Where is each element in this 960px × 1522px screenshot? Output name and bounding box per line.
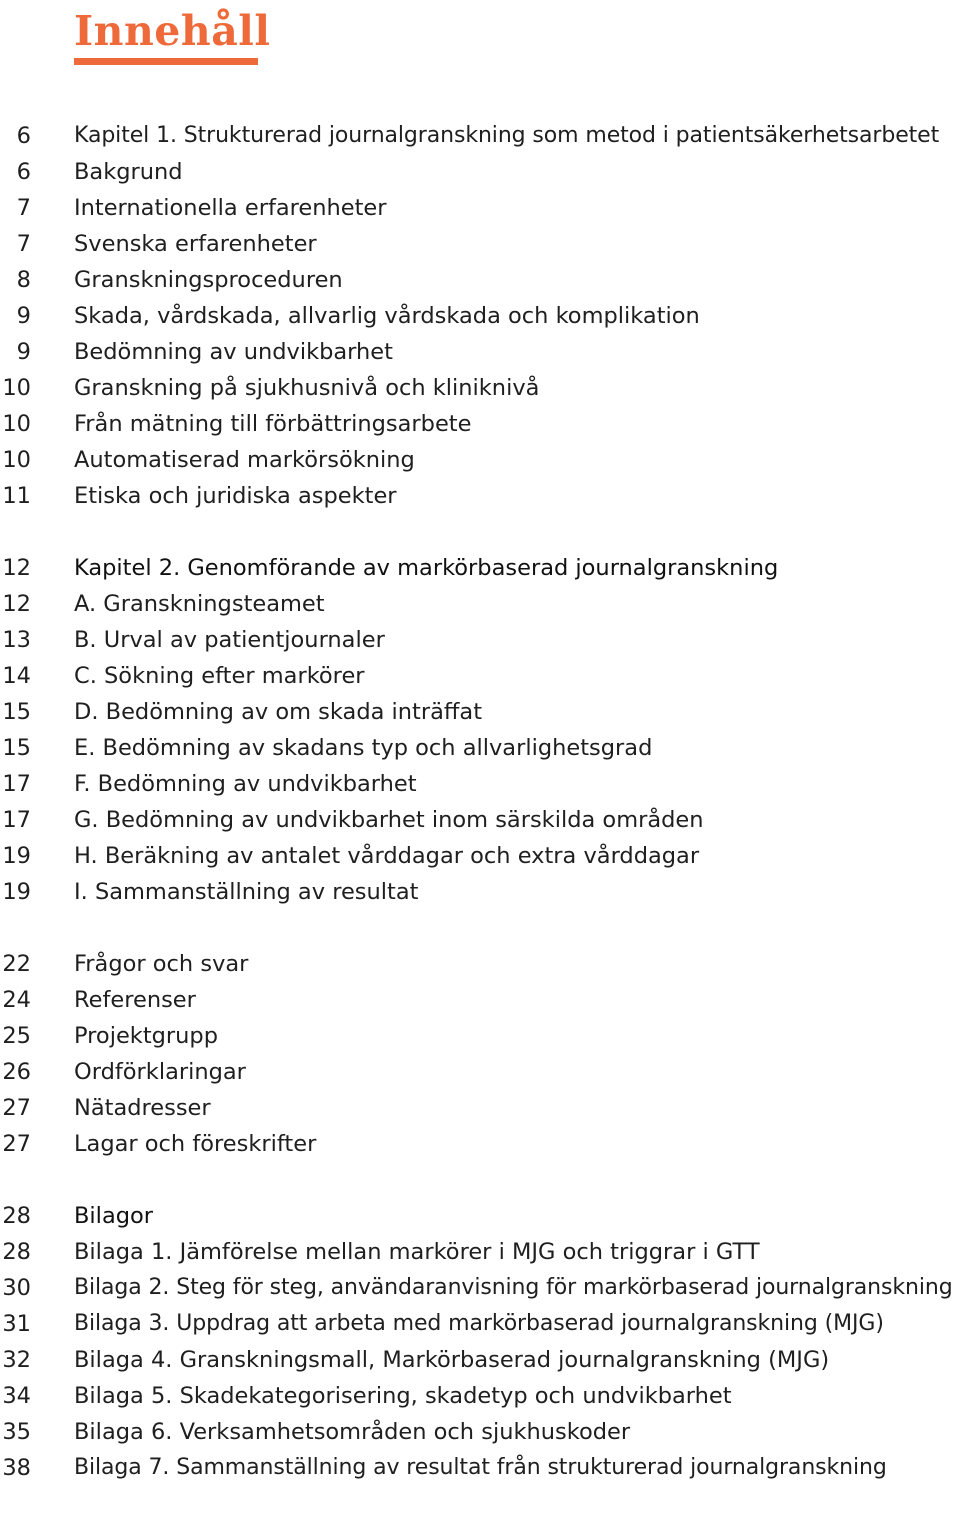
entry-title: Kapitel 1. Strukturerad journalgranskning som metod i patientsäkerhetsarbetet: [74, 123, 940, 148]
page-number: 17: [2, 771, 31, 797]
toc-section-appendices: [0, 1198, 960, 1486]
entry-title: D. Bedömning av om skada inträffat: [74, 699, 483, 725]
entry-title: Bilaga 7. Sammanställning av resultat från strukturerad journalgranskning: [74, 1455, 887, 1480]
toc-entry[interactable]: [0, 730, 960, 766]
page-number: 35: [2, 1419, 31, 1445]
toc-section-chapter-1: [0, 118, 960, 514]
toc-entry[interactable]: [0, 334, 960, 370]
toc-entry[interactable]: [0, 874, 960, 910]
page-number: 19: [2, 879, 31, 905]
entry-title: Frågor och svar: [74, 951, 249, 977]
toc-entry[interactable]: [0, 622, 960, 658]
page-number: 7: [16, 231, 31, 257]
entry-title: F. Bedömning av undvikbarhet: [74, 771, 417, 797]
toc-entry[interactable]: [0, 658, 960, 694]
toc-entry[interactable]: [0, 982, 960, 1018]
page-number: 13: [2, 627, 31, 653]
toc-entry[interactable]: [0, 802, 960, 838]
toc-entry[interactable]: [0, 1378, 960, 1414]
page-number: 7: [16, 195, 31, 221]
entry-title: Etiska och juridiska aspekter: [74, 483, 397, 509]
page-number: 10: [2, 447, 31, 473]
page-number: 9: [16, 339, 31, 365]
entry-title: C. Sökning efter markörer: [74, 663, 365, 689]
page-number: 31: [2, 1311, 31, 1337]
page-number: 22: [2, 951, 31, 977]
entry-title: Lagar och föreskrifter: [74, 1131, 317, 1157]
entry-title: Internationella erfarenheter: [74, 195, 387, 221]
toc-entry[interactable]: [0, 298, 960, 334]
page-number: 30: [2, 1275, 31, 1301]
entry-title: Bilaga 3. Uppdrag att arbeta med markörbaserad journalgranskning (MJG): [74, 1311, 884, 1336]
entry-title: Automatiserad markörsökning: [74, 447, 415, 473]
toc-entry[interactable]: [0, 370, 960, 406]
entry-title: Kapitel 2. Genomförande av markörbaserad journalgranskning: [74, 555, 779, 581]
page-number: 34: [2, 1383, 31, 1409]
toc-section-chapter-2: [0, 550, 960, 910]
page-number: 11: [2, 483, 31, 509]
entry-title: Bilagor: [74, 1203, 154, 1229]
toc-entry[interactable]: [0, 1306, 960, 1342]
page-number: 38: [2, 1455, 31, 1481]
page-number: 19: [2, 843, 31, 869]
toc-entry[interactable]: [0, 1414, 960, 1450]
toc-entry[interactable]: [0, 1090, 960, 1126]
page-number: 14: [2, 663, 31, 689]
page-number: 10: [2, 375, 31, 401]
entry-title: G. Bedömning av undvikbarhet inom särskilda områden: [74, 807, 704, 833]
toc-entry[interactable]: [0, 946, 960, 982]
toc-entry[interactable]: [0, 1234, 960, 1270]
toc-section-misc: [0, 946, 960, 1162]
entry-title: Bedömning av undvikbarhet: [74, 339, 393, 365]
entry-title: H. Beräkning av antalet vårddagar och extra vårddagar: [74, 843, 700, 869]
toc-entry[interactable]: [0, 442, 960, 478]
toc-entry[interactable]: [0, 1018, 960, 1054]
entry-title: Ordförklaringar: [74, 1059, 246, 1085]
page-number: 28: [2, 1203, 31, 1229]
toc-entry[interactable]: [0, 1126, 960, 1162]
page-number: 10: [2, 411, 31, 437]
toc-entry[interactable]: [0, 586, 960, 622]
entry-title: Bilaga 1. Jämförelse mellan markörer i MJG och triggrar i GTT: [74, 1239, 760, 1265]
entry-title: Skada, vårdskada, allvarlig vårdskada och komplikation: [74, 303, 700, 329]
page-number: 28: [2, 1239, 31, 1265]
entry-title: Referenser: [74, 987, 196, 1013]
page-number: 27: [2, 1095, 31, 1121]
page-number: 25: [2, 1023, 31, 1049]
entry-title: Nätadresser: [74, 1095, 211, 1121]
page-number: 32: [2, 1347, 31, 1373]
entry-title: Granskningsproceduren: [74, 267, 343, 293]
page-number: 15: [2, 735, 31, 761]
page-number: 15: [2, 699, 31, 725]
entry-title: Projektgrupp: [74, 1023, 218, 1049]
entry-title: Bilaga 2. Steg för steg, användaranvisning för markörbaserad journalgranskning: [74, 1275, 953, 1300]
page-number: 9: [16, 303, 31, 329]
page-number: 6: [16, 159, 31, 185]
entry-title: Bilaga 6. Verksamhetsområden och sjukhuskoder: [74, 1419, 631, 1445]
entry-title: Bilaga 5. Skadekategorisering, skadetyp och undvikbarhet: [74, 1383, 732, 1409]
entry-title: Bakgrund: [74, 159, 183, 185]
toc-entry[interactable]: [0, 550, 960, 586]
entry-title: E. Bedömning av skadans typ och allvarlighetsgrad: [74, 735, 653, 761]
page-number: 8: [16, 267, 31, 293]
toc-entry[interactable]: [0, 262, 960, 298]
page-title: Innehåll: [74, 7, 271, 55]
toc-entry[interactable]: [0, 694, 960, 730]
entry-title: Granskning på sjukhusnivå och kliniknivå: [74, 375, 540, 401]
toc-entry[interactable]: [0, 118, 960, 154]
title-underline: [74, 58, 258, 65]
toc-entry[interactable]: [0, 478, 960, 514]
page-number: 24: [2, 987, 31, 1013]
toc-entry[interactable]: [0, 1342, 960, 1378]
page-number: 12: [2, 591, 31, 617]
page-number: 26: [2, 1059, 31, 1085]
entry-title: Från mätning till förbättringsarbete: [74, 411, 472, 437]
entry-title: B. Urval av patientjournaler: [74, 627, 385, 653]
page-number: 17: [2, 807, 31, 833]
toc-entry[interactable]: [0, 154, 960, 190]
page-number: 12: [2, 555, 31, 581]
toc-entry[interactable]: [0, 1270, 960, 1306]
entry-title: Bilaga 4. Granskningsmall, Markörbaserad journalgranskning (MJG): [74, 1347, 830, 1373]
entry-title: A. Granskningsteamet: [74, 591, 325, 617]
entry-title: Svenska erfarenheter: [74, 231, 317, 257]
toc-entry[interactable]: [0, 190, 960, 226]
toc-entry[interactable]: [0, 766, 960, 802]
toc-entry[interactable]: [0, 406, 960, 442]
toc-entry[interactable]: [0, 226, 960, 262]
table-of-contents: [0, 118, 960, 1522]
toc-entry[interactable]: [0, 1054, 960, 1090]
page-number: 6: [16, 123, 31, 149]
entry-title: I. Sammanställning av resultat: [74, 879, 419, 905]
toc-entry[interactable]: [0, 1198, 960, 1234]
toc-entry[interactable]: [0, 1450, 960, 1486]
page-number: 27: [2, 1131, 31, 1157]
toc-entry[interactable]: [0, 838, 960, 874]
